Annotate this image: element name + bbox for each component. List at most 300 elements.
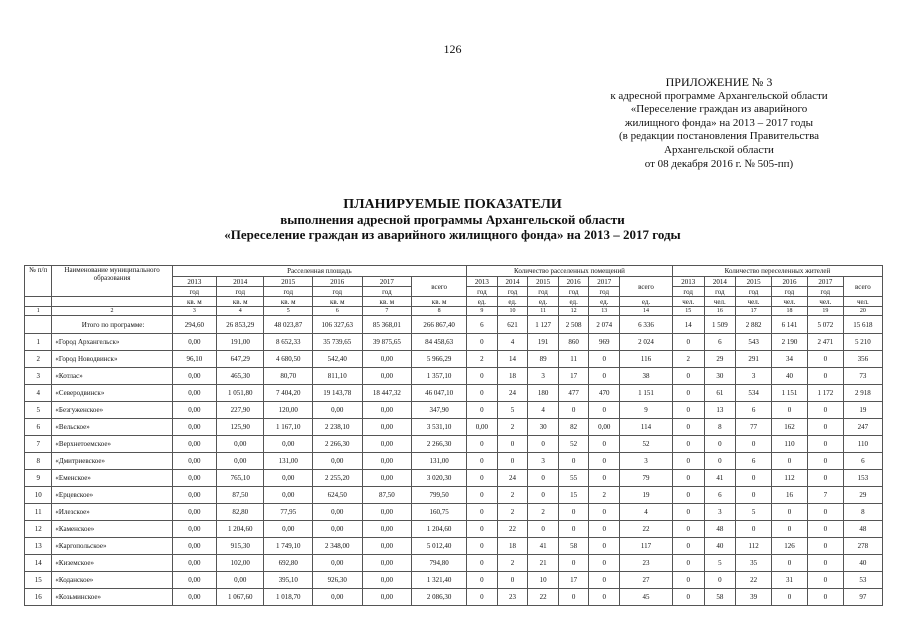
value-cell: 110 xyxy=(772,436,808,453)
value-cell: 52 xyxy=(558,436,589,453)
value-cell: 191,00 xyxy=(217,334,264,351)
row-number: 2 xyxy=(25,351,52,368)
column-number: 8 xyxy=(412,307,467,316)
value-cell: 0,00 xyxy=(172,436,216,453)
value-cell: 647,29 xyxy=(217,351,264,368)
appendix-line: жилищного фонда» на 2013 – 2017 годы xyxy=(624,116,814,129)
appendix-block xyxy=(596,76,842,171)
row-number: 1 xyxy=(25,334,52,351)
value-cell: 0,00 xyxy=(264,436,313,453)
table-total-row xyxy=(25,316,883,334)
column-number: 3 xyxy=(172,307,216,316)
value-cell: 4 xyxy=(528,402,559,419)
row-number: 8 xyxy=(25,453,52,470)
value-cell: 2 255,20 xyxy=(313,470,363,487)
column-number: 10 xyxy=(497,307,528,316)
header-year: 2016 xyxy=(772,277,808,287)
value-cell: 0 xyxy=(704,436,736,453)
value-cell: 0,00 xyxy=(362,453,412,470)
value-cell: 77 xyxy=(736,419,772,436)
value-cell: 2 xyxy=(467,351,498,368)
value-cell: 120,00 xyxy=(264,402,313,419)
value-cell: 0 xyxy=(736,436,772,453)
value-cell: 30 xyxy=(528,419,559,436)
value-cell: 0 xyxy=(528,521,559,538)
header-year-word: год xyxy=(497,287,528,297)
row-number: 14 xyxy=(25,555,52,572)
value-cell: 0 xyxy=(528,470,559,487)
value-cell: 40 xyxy=(704,538,736,555)
value-cell: 39 875,65 xyxy=(362,334,412,351)
value-cell: 534 xyxy=(736,385,772,402)
value-cell: 0 xyxy=(807,521,843,538)
value-cell: 2 508 xyxy=(558,316,589,334)
value-cell: 915,30 xyxy=(217,538,264,555)
value-cell: 2 266,30 xyxy=(313,436,363,453)
value-cell: 48 023,87 xyxy=(264,316,313,334)
header-measure-unit: ед. xyxy=(528,297,559,307)
column-number: 2 xyxy=(52,307,172,316)
header-measure-unit: ед. xyxy=(589,297,620,307)
value-cell: 1 127 xyxy=(528,316,559,334)
value-cell: 860 xyxy=(558,334,589,351)
value-cell: 40 xyxy=(772,368,808,385)
value-cell: 52 xyxy=(620,436,673,453)
column-number: 11 xyxy=(528,307,559,316)
value-cell: 294,60 xyxy=(172,316,216,334)
value-cell: 6 xyxy=(736,402,772,419)
row-number: 12 xyxy=(25,521,52,538)
value-cell: 55 xyxy=(558,470,589,487)
table-row xyxy=(25,385,883,402)
header-num: № п/п xyxy=(25,266,52,297)
header-year-word: год xyxy=(217,287,264,297)
value-cell: 19 143,78 xyxy=(313,385,363,402)
header-year-word: год xyxy=(172,287,216,297)
header-group-people: Количество переселенных жителей xyxy=(672,266,882,277)
value-cell: 112 xyxy=(736,538,772,555)
value-cell: 0,00 xyxy=(313,555,363,572)
value-cell: 0 xyxy=(589,368,620,385)
municipality-name: «Ерцевское» xyxy=(52,487,172,504)
value-cell: 97 xyxy=(843,589,882,606)
value-cell: 0 xyxy=(467,402,498,419)
value-cell: 114 xyxy=(620,419,673,436)
value-cell: 0 xyxy=(497,436,528,453)
value-cell: 0 xyxy=(704,572,736,589)
value-cell: 5 072 xyxy=(807,316,843,334)
header-year-word: год xyxy=(736,287,772,297)
value-cell: 0,00 xyxy=(217,453,264,470)
value-cell: 0,00 xyxy=(362,572,412,589)
column-number: 17 xyxy=(736,307,772,316)
value-cell: 3 xyxy=(528,453,559,470)
municipality-name: «Козьминское» xyxy=(52,589,172,606)
appendix-line: «Переселение граждан из аварийного xyxy=(630,103,808,116)
value-cell: 14 xyxy=(497,351,528,368)
value-cell: 692,80 xyxy=(264,555,313,572)
value-cell: 7 404,20 xyxy=(264,385,313,402)
value-cell: 0 xyxy=(467,504,498,521)
value-cell: 0,00 xyxy=(264,521,313,538)
value-cell: 0 xyxy=(558,521,589,538)
column-number: 9 xyxy=(467,307,498,316)
value-cell: 1 051,80 xyxy=(217,385,264,402)
value-cell: 0 xyxy=(772,453,808,470)
value-cell: 2 266,30 xyxy=(412,436,467,453)
appendix-title: ПРИЛОЖЕНИЕ № 3 xyxy=(665,75,773,89)
value-cell: 0 xyxy=(772,402,808,419)
municipality-name: «Северодвинск» xyxy=(52,385,172,402)
header-year-word: год xyxy=(558,287,589,297)
header-year: 2013 xyxy=(467,277,498,287)
table-row xyxy=(25,555,883,572)
page-number: 126 xyxy=(443,42,462,56)
value-cell: 0,00 xyxy=(172,470,216,487)
value-cell: 926,30 xyxy=(313,572,363,589)
value-cell: 0,00 xyxy=(313,453,363,470)
value-cell: 6 xyxy=(704,487,736,504)
value-cell: 2 xyxy=(528,504,559,521)
header-measure-unit: чел. xyxy=(843,297,882,307)
value-cell: 811,10 xyxy=(313,368,363,385)
value-cell: 0 xyxy=(497,572,528,589)
value-cell: 0 xyxy=(704,453,736,470)
value-cell: 0,00 xyxy=(172,487,216,504)
municipality-name: «Верхнетоемское» xyxy=(52,436,172,453)
table-row xyxy=(25,368,883,385)
value-cell: 2 xyxy=(497,419,528,436)
municipality-name: Итого по программе: xyxy=(52,316,172,334)
value-cell: 0,00 xyxy=(172,334,216,351)
value-cell: 0 xyxy=(467,470,498,487)
table-row xyxy=(25,572,883,589)
header-total: всего xyxy=(620,277,673,297)
value-cell: 0,00 xyxy=(362,351,412,368)
value-cell: 0 xyxy=(467,555,498,572)
value-cell: 6 xyxy=(704,334,736,351)
value-cell: 1 172 xyxy=(807,385,843,402)
header-year-word: год xyxy=(467,287,498,297)
value-cell: 5 xyxy=(497,402,528,419)
value-cell: 0 xyxy=(558,453,589,470)
value-cell: 110 xyxy=(843,436,882,453)
value-cell: 0 xyxy=(467,436,498,453)
value-cell: 227,90 xyxy=(217,402,264,419)
value-cell: 0 xyxy=(672,334,704,351)
value-cell: 41 xyxy=(704,470,736,487)
value-cell: 58 xyxy=(558,538,589,555)
value-cell: 0,00 xyxy=(217,436,264,453)
value-cell: 794,80 xyxy=(412,555,467,572)
value-cell: 18 447,32 xyxy=(362,385,412,402)
value-cell: 0,00 xyxy=(172,419,216,436)
header-year: 2017 xyxy=(807,277,843,287)
header-measure-unit: ед. xyxy=(558,297,589,307)
value-cell: 0,00 xyxy=(172,589,216,606)
value-cell: 0,00 xyxy=(362,470,412,487)
value-cell: 1 357,10 xyxy=(412,368,467,385)
municipality-name: «Каменское» xyxy=(52,521,172,538)
value-cell: 0 xyxy=(672,521,704,538)
table-row xyxy=(25,538,883,555)
value-cell: 31 xyxy=(772,572,808,589)
value-cell: 0,00 xyxy=(172,453,216,470)
municipality-name: «Киземское» xyxy=(52,555,172,572)
value-cell: 38 xyxy=(620,368,673,385)
value-cell: 0 xyxy=(589,555,620,572)
value-cell: 0,00 xyxy=(172,521,216,538)
table-row xyxy=(25,589,883,606)
value-cell: 116 xyxy=(620,351,673,368)
column-number: 7 xyxy=(362,307,412,316)
column-number: 12 xyxy=(558,307,589,316)
value-cell: 0 xyxy=(807,368,843,385)
value-cell: 22 xyxy=(736,572,772,589)
table-row xyxy=(25,504,883,521)
value-cell: 9 xyxy=(620,402,673,419)
value-cell: 82 xyxy=(558,419,589,436)
value-cell: 2 024 xyxy=(620,334,673,351)
value-cell: 5 966,29 xyxy=(412,351,467,368)
table-row xyxy=(25,453,883,470)
value-cell: 0,00 xyxy=(172,538,216,555)
header-municipality: Наименование муниципального образования xyxy=(52,266,172,297)
value-cell: 39 xyxy=(736,589,772,606)
value-cell: 0,00 xyxy=(313,402,363,419)
value-cell: 17 xyxy=(558,572,589,589)
value-cell: 27 xyxy=(620,572,673,589)
column-number: 18 xyxy=(772,307,808,316)
value-cell: 30 xyxy=(704,368,736,385)
value-cell: 0 xyxy=(497,453,528,470)
value-cell: 1 509 xyxy=(704,316,736,334)
value-cell: 542,40 xyxy=(313,351,363,368)
value-cell: 0 xyxy=(589,504,620,521)
header-measure-blank xyxy=(52,297,172,307)
table-row xyxy=(25,436,883,453)
header-year-word: год xyxy=(528,287,559,297)
value-cell: 278 xyxy=(843,538,882,555)
row-number: 16 xyxy=(25,589,52,606)
value-cell: 29 xyxy=(704,351,736,368)
title-line-1: ПЛАНИРУЕМЫЕ ПОКАЗАТЕЛИ xyxy=(343,197,562,212)
municipality-name: «Коданское» xyxy=(52,572,172,589)
value-cell: 765,10 xyxy=(217,470,264,487)
value-cell: 0 xyxy=(672,555,704,572)
value-cell: 5 xyxy=(704,555,736,572)
value-cell: 24 xyxy=(497,385,528,402)
value-cell: 1 018,70 xyxy=(264,589,313,606)
municipality-name: «Каргопольское» xyxy=(52,538,172,555)
value-cell: 162 xyxy=(772,419,808,436)
row-number: 13 xyxy=(25,538,52,555)
appendix-line: от 08 декабря 2016 г. № 505-пп) xyxy=(644,157,794,170)
value-cell: 0,00 xyxy=(172,572,216,589)
header-year: 2017 xyxy=(362,277,412,287)
value-cell: 180 xyxy=(528,385,559,402)
value-cell: 543 xyxy=(736,334,772,351)
value-cell: 23 xyxy=(620,555,673,572)
value-cell: 22 xyxy=(528,589,559,606)
value-cell: 22 xyxy=(620,521,673,538)
value-cell: 0,00 xyxy=(362,402,412,419)
value-cell: 0 xyxy=(736,521,772,538)
table-row xyxy=(25,470,883,487)
column-number: 16 xyxy=(704,307,736,316)
value-cell: 19 xyxy=(620,487,673,504)
value-cell: 96,10 xyxy=(172,351,216,368)
value-cell: 0,00 xyxy=(172,368,216,385)
value-cell: 24 xyxy=(497,470,528,487)
value-cell: 470 xyxy=(589,385,620,402)
header-measure-unit: ед. xyxy=(620,297,673,307)
value-cell: 0 xyxy=(589,589,620,606)
header-group-area: Расселенная площадь xyxy=(172,266,466,277)
header-year-word: год xyxy=(362,287,412,297)
value-cell: 465,30 xyxy=(217,368,264,385)
value-cell: 0 xyxy=(589,351,620,368)
column-number: 5 xyxy=(264,307,313,316)
value-cell: 0,00 xyxy=(313,521,363,538)
value-cell: 0 xyxy=(807,572,843,589)
header-year: 2015 xyxy=(528,277,559,287)
value-cell: 0,00 xyxy=(362,504,412,521)
value-cell: 0,00 xyxy=(172,504,216,521)
value-cell: 2 xyxy=(589,487,620,504)
value-cell: 2 348,00 xyxy=(313,538,363,555)
value-cell: 48 xyxy=(704,521,736,538)
value-cell: 58 xyxy=(704,589,736,606)
table-row xyxy=(25,334,883,351)
value-cell: 82,80 xyxy=(217,504,264,521)
value-cell: 26 853,29 xyxy=(217,316,264,334)
value-cell: 5 xyxy=(736,504,772,521)
value-cell: 266 867,40 xyxy=(412,316,467,334)
header-year-word: год xyxy=(589,287,620,297)
value-cell: 0 xyxy=(807,419,843,436)
value-cell: 6 xyxy=(467,316,498,334)
title-line-3: «Переселение граждан из аварийного жилищного фонда» на 2013 – 2017 годы xyxy=(224,227,681,242)
value-cell: 0,00 xyxy=(467,419,498,436)
value-cell: 6 141 xyxy=(772,316,808,334)
header-measure-unit: кв. м xyxy=(362,297,412,307)
value-cell: 0,00 xyxy=(172,555,216,572)
header-year: 2014 xyxy=(497,277,528,287)
value-cell: 4 680,50 xyxy=(264,351,313,368)
value-cell: 6 336 xyxy=(620,316,673,334)
header-measure-unit: ед. xyxy=(467,297,498,307)
table-row xyxy=(25,402,883,419)
header-column-numbers-row xyxy=(25,307,883,316)
value-cell: 23 xyxy=(497,589,528,606)
value-cell: 0 xyxy=(528,487,559,504)
title-line-2: выполнения адресной программы Архангельской области xyxy=(280,212,625,227)
value-cell: 0,00 xyxy=(362,538,412,555)
row-number: 5 xyxy=(25,402,52,419)
value-cell: 0 xyxy=(589,521,620,538)
column-number: 19 xyxy=(807,307,843,316)
value-cell: 2 086,30 xyxy=(412,589,467,606)
value-cell: 3 xyxy=(736,368,772,385)
value-cell: 2 882 xyxy=(736,316,772,334)
row-number: 3 xyxy=(25,368,52,385)
value-cell: 1 749,10 xyxy=(264,538,313,555)
value-cell: 0 xyxy=(672,453,704,470)
value-cell: 0,00 xyxy=(362,368,412,385)
header-year-word: год xyxy=(264,287,313,297)
value-cell: 0 xyxy=(672,504,704,521)
value-cell: 3 531,10 xyxy=(412,419,467,436)
value-cell: 1 204,60 xyxy=(412,521,467,538)
header-measure-row xyxy=(25,297,883,307)
table-row xyxy=(25,487,883,504)
header-measure-unit: чел. xyxy=(807,297,843,307)
value-cell: 6 xyxy=(736,453,772,470)
column-number: 4 xyxy=(217,307,264,316)
value-cell: 80,70 xyxy=(264,368,313,385)
value-cell: 89 xyxy=(528,351,559,368)
municipality-name: «Вельское» xyxy=(52,419,172,436)
row-number: 10 xyxy=(25,487,52,504)
column-number: 15 xyxy=(672,307,704,316)
value-cell: 0,00 xyxy=(362,436,412,453)
value-cell: 10 xyxy=(528,572,559,589)
value-cell: 0 xyxy=(672,589,704,606)
table-row xyxy=(25,521,883,538)
value-cell: 0 xyxy=(467,334,498,351)
header-year: 2016 xyxy=(313,277,363,287)
value-cell: 0 xyxy=(772,504,808,521)
value-cell: 7 xyxy=(807,487,843,504)
value-cell: 624,50 xyxy=(313,487,363,504)
appendix-line: (в редакции постановления Правительства xyxy=(618,130,820,143)
value-cell: 41 xyxy=(528,538,559,555)
value-cell: 0 xyxy=(736,470,772,487)
value-cell: 85 368,01 xyxy=(362,316,412,334)
value-cell: 8 xyxy=(843,504,882,521)
value-cell: 15 618 xyxy=(843,316,882,334)
row-number: 9 xyxy=(25,470,52,487)
value-cell: 4 xyxy=(620,504,673,521)
value-cell: 126 xyxy=(772,538,808,555)
value-cell: 347,90 xyxy=(412,402,467,419)
value-cell: 117 xyxy=(620,538,673,555)
row-number: 7 xyxy=(25,436,52,453)
value-cell: 61 xyxy=(704,385,736,402)
column-number: 1 xyxy=(25,307,52,316)
municipality-name: «Город Архангельск» xyxy=(52,334,172,351)
value-cell: 0 xyxy=(672,368,704,385)
value-cell: 0 xyxy=(807,538,843,555)
value-cell: 3 020,30 xyxy=(412,470,467,487)
header-measure-unit: чел. xyxy=(704,297,736,307)
header-measure-unit: чел. xyxy=(736,297,772,307)
value-cell: 247 xyxy=(843,419,882,436)
value-cell: 0 xyxy=(672,385,704,402)
value-cell: 0 xyxy=(672,419,704,436)
value-cell: 0,00 xyxy=(264,487,313,504)
value-cell: 0 xyxy=(467,572,498,589)
value-cell: 131,00 xyxy=(264,453,313,470)
header-measure-unit: ед. xyxy=(497,297,528,307)
value-cell: 2 xyxy=(497,504,528,521)
document-title xyxy=(0,197,905,242)
header-year: 2013 xyxy=(672,277,704,287)
header-year-word: год xyxy=(313,287,363,297)
value-cell: 0,00 xyxy=(362,589,412,606)
value-cell: 106 327,63 xyxy=(313,316,363,334)
